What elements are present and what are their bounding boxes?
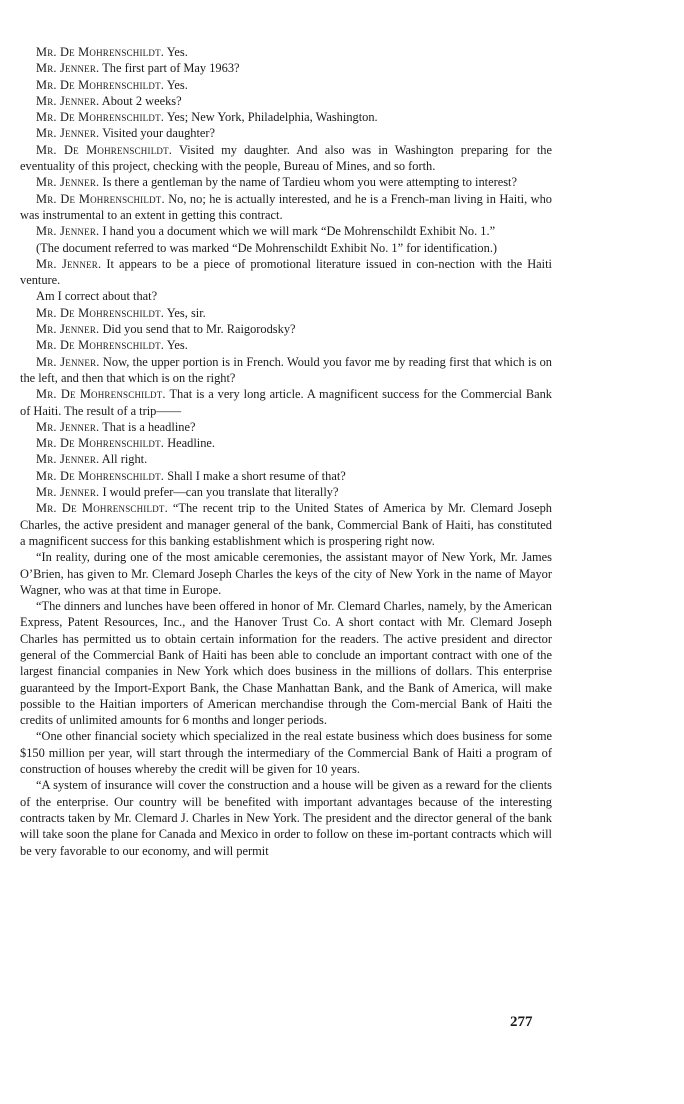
speaker-name: Mr. Jenner. [36,485,100,500]
transcript-paragraph [20,451,552,467]
transcript-paragraph [20,191,552,224]
transcript-paragraph [20,484,552,500]
transcript-paragraph [20,419,552,435]
speaker-name: Mr. Jenner. [36,61,100,76]
transcript-paragraph [20,240,552,256]
transcript-paragraph [20,223,552,239]
transcript-paragraph [20,93,552,109]
transcript-paragraph [20,125,552,141]
speaker-name: Mr. De Mohrenschildt. [36,110,165,125]
paragraph-text: About 2 weeks? [101,93,182,108]
transcript-paragraph [20,109,552,125]
paragraph-text: Shall I make a short resume of that? [167,468,346,483]
paragraph-text: That is a headline? [102,419,196,434]
transcript-paragraph [20,598,552,728]
transcript-paragraph [20,435,552,451]
transcript-paragraph [20,777,552,858]
speaker-name: Mr. De Mohrenschildt. [36,45,165,59]
paragraph-text: Yes. [166,338,188,353]
speaker-name: Mr. De Mohrenschildt. [36,142,173,157]
page-number: 277 [510,1014,533,1030]
paragraph-text: Visited my daughter. And also was in Washington preparing for the eventuality of this project, checking with the people, Bureau of Mines, and so forth. [20,142,552,174]
paragraph-text: Yes, sir. [166,305,206,320]
paragraph-text: Yes. [166,77,188,92]
transcript-paragraph [20,337,552,353]
paragraph-text: I hand you a document which we will mark “De Mohrenschildt Exhibit No. 1.” [102,224,496,239]
paragraph-text: No, no; he is actually interested, and he is a French-man living in Haiti, who was instrumental to an extent in getting this contract. [20,191,552,222]
transcript-paragraph [20,60,552,76]
transcript-paragraph [20,728,552,777]
speaker-name: Mr. Jenner. [36,452,100,467]
transcript-paragraph [20,321,552,337]
transcript-paragraph [20,386,552,419]
paragraph-text: The first part of May 1963? [102,61,240,76]
speaker-name: Mr. De Mohrenschildt. [36,387,166,402]
paragraph-text: Yes; New York, Philadelphia, Washington. [166,110,378,125]
paragraph-text: It appears to be a piece of promotional literature issued in con-nection with the Haiti venture. [20,256,552,288]
transcript-paragraph [20,256,552,289]
paragraph-text: Is there a gentleman by the name of Tardieu whom you were attempting to interest? [102,175,517,190]
speaker-name: Mr. Jenner. [36,126,100,141]
paragraph-text: Headline. [167,436,216,451]
speaker-name: Mr. Jenner. [36,419,100,434]
paragraph-text: “In reality, during one of the most amicable ceremonies, the assistant mayor of New York, Mr. James O’Brien, has given to Mr. Clemard Joseph Charles the keys of the city of New York in the name of Mayor Wagner, who was at that time in Europe. [20,550,552,597]
paragraph-text: Yes. [166,45,188,59]
transcript-paragraph [20,500,552,549]
speaker-name: Mr. De Mohrenschildt. [36,436,165,451]
paragraph-text: (The document referred to was marked “De Mohrenschildt Exhibit No. 1” for identification.) [36,240,498,255]
transcript-page [20,44,552,859]
speaker-name: Mr. De Mohrenschildt. [36,501,168,516]
paragraph-text: I would prefer—can you translate that literally? [102,485,339,500]
transcript-paragraph [20,305,552,321]
paragraph-text: Visited your daughter? [102,126,216,141]
paragraph-text: All right. [101,452,148,467]
transcript-paragraph [20,142,552,175]
speaker-name: Mr. Jenner. [36,175,100,190]
speaker-name: Mr. De Mohrenschildt. [36,468,165,483]
speaker-name: Mr. Jenner. [36,224,100,239]
transcript-paragraph [20,44,552,60]
speaker-name: Mr. De Mohrenschildt. [36,338,165,353]
transcript-paragraph [20,288,552,304]
transcript-paragraph [20,354,552,387]
transcript-paragraph [20,77,552,93]
speaker-name: Mr. Jenner. [36,354,100,369]
transcript-paragraph [20,468,552,484]
paragraph-text: “The dinners and lunches have been offered in honor of Mr. Clemard Charles, namely, by the American Express, Patent Resources, Inc., and the Hanover Trust Co. A short contact with Mr. Clemard Joseph Charles has permitted us to obtain certain information for the readers. The active president and director general of the Commercial Bank of Haiti has been able to conclude an important contract with one of the largest financial companies in New York which does business in the millions of dollars. This enterprise guaranteed by the Import-Export Bank, the Chase Manhattan Bank, and the Bank of America, will make possible to the Haitian importers of American merchandise through the Com-mercial Bank of Haiti the credits of unlimited amounts for 6 months and longer periods. [20,599,552,728]
paragraph-text: “The recent trip to the United States of America by Mr. Clemard Joseph Charles, the active president and manager general of the bank, Commercial Bank of Haiti, has constituted a magnificent success for this banking establishment which is prospering right now. [20,501,552,548]
speaker-name: Mr. De Mohrenschildt. [36,305,165,320]
transcript-paragraph [20,549,552,598]
speaker-name: Mr. Jenner. [36,93,100,108]
paragraph-text: “A system of insurance will cover the construction and a house will be given as a reward for the clients of the enterprise. Our country will be benefited with important advantages because of the interesting contracts taken by Mr. Clemard J. Charles in New York. The president and the director general of the bank will take soon the plane for Canada and Mexico in order to follow on these im-portant contracts which will be very favorable to our economy, and will permit [20,778,552,858]
paragraph-text: Am I correct about that? [36,289,158,304]
speaker-name: Mr. Jenner. [36,256,102,271]
transcript-paragraph [20,174,552,190]
speaker-name: Mr. Jenner. [36,322,100,337]
speaker-name: Mr. De Mohrenschildt. [36,191,165,206]
speaker-name: Mr. De Mohrenschildt. [36,77,165,92]
paragraph-text: Did you send that to Mr. Raigorodsky? [102,322,296,337]
paragraph-text: Now, the upper portion is in French. Would you favor me by reading first that which is on the left, and then that which is on the right? [20,354,552,385]
paragraph-text: “One other financial society which specialized in the real estate business which does business for some $150 million per year, will start through the intermediary of the Commercial Bank of Haiti a program of construction of houses whereby the credit will be given for 10 years. [20,729,552,777]
paragraph-text: That is a very long article. A magnificent success for the Commercial Bank of Haiti. The result of a trip—— [20,387,553,418]
